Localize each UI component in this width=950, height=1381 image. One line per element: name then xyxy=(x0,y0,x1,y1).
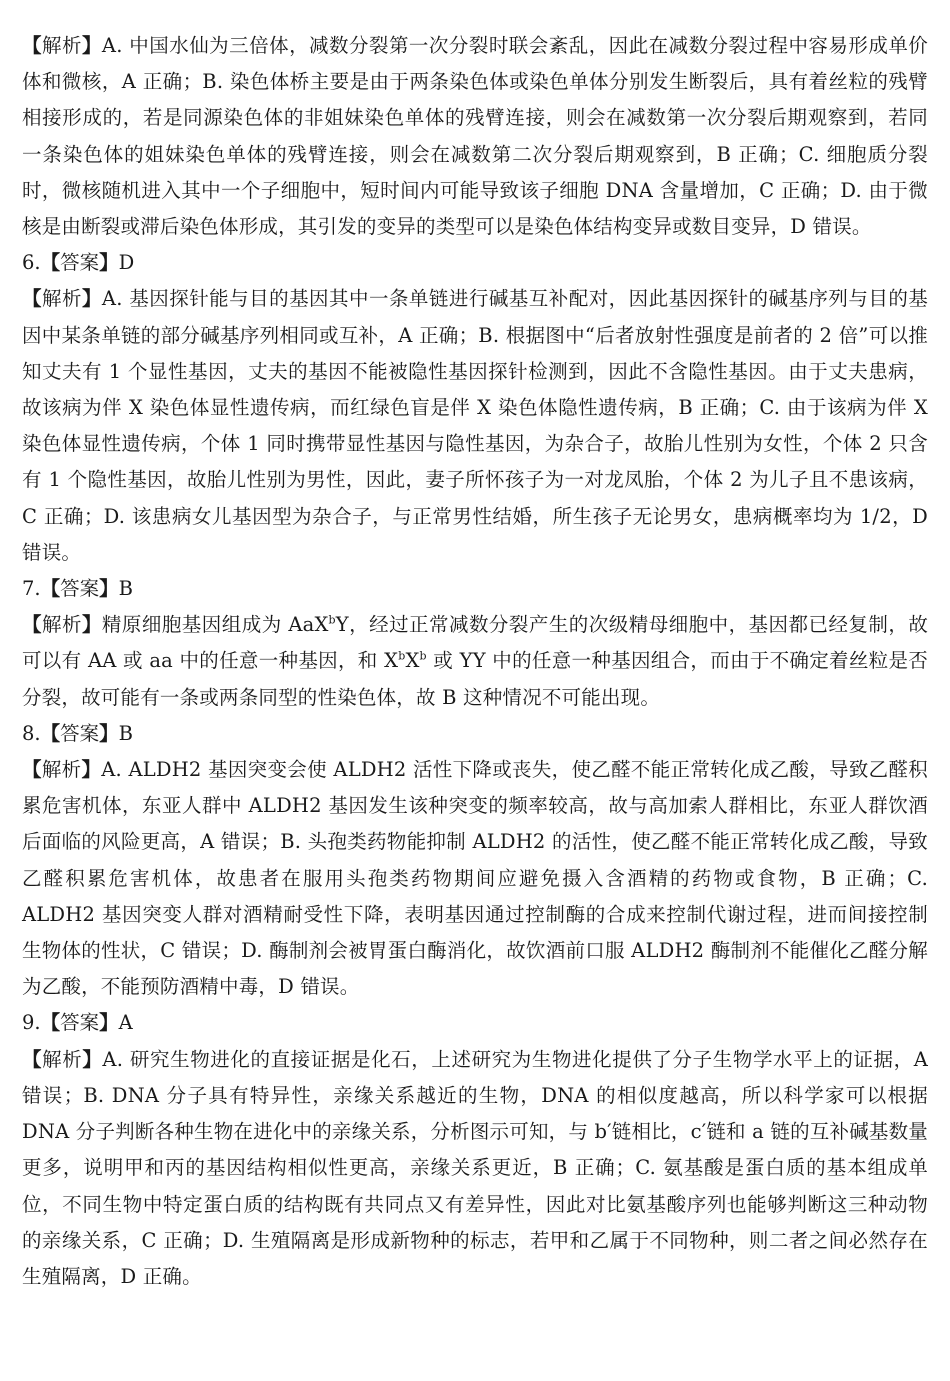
answer-value: B xyxy=(118,721,133,745)
analysis-text: A. 研究生物进化的直接证据是化石，上述研究为生物进化提供了分子生物学水平上的证据，A 错误；B. DNA 分子具有特异性，亲缘关系越近的生物，DNA 的相似度越高，所以科学家可以根据 DNA 分子判断各种生物在进化中的亲缘关系，分析图示可知，与 b′链相比，c′链和 a 链的互补碱基数量更多，说明甲和丙的基因结构相似性更高，亲缘关系更近，B 正确；C. 氨基酸是蛋白质的基本组成单位，不同生物中特定蛋白质的结构既有共同点又有差异性，因此对比氨基酸序列也能够判断这三种动物的亲缘关系，C 正确；D. 生殖隔离是形成新物种的标志，若甲和乙属于不同物种，则二者之间必然存在生殖隔离，D 正确。 xyxy=(22,1047,929,1288)
analysis-label: 解析 xyxy=(42,1047,83,1071)
answer-label: 答案 xyxy=(60,721,100,745)
superscript: b xyxy=(398,649,406,663)
question-number: 9. xyxy=(22,1011,41,1035)
analysis-text: A. 中国水仙为三倍体，减数分裂第一次分裂时联会紊乱，因此在减数分裂过程中容易形成单价体和微核，A 正确；B. 染色体桥主要是由于两条染色体或染色单体分别发生断裂后，具有着丝粒的残臂相接形成的，若是同源染色体的非姐妹染色单体的残臂连接，则会在减数第一次分裂后期观察到，若同一条染色体的姐妹染色单体的残臂连接，则会在减数第二次分裂后期观察到，B 正确；C. 细胞质分裂时，微核随机进入其中一个子细胞中，短时间内可能导致该子细胞 DNA 含量增加，C 正确；D. 由于微核是由断裂或滞后染色体形成，其引发的变异的类型可以是染色体结构变异或数目变异，D 错误。 xyxy=(22,34,928,239)
analysis-label: 解析 xyxy=(41,613,82,637)
analysis-text-part: 精原细胞基因组成为 AaX xyxy=(101,613,329,637)
analysis-text: A. ALDH2 基因突变会使 ALDH2 活性下降或丧失，使乙醛不能正常转化成乙酸，导致乙醛积累危害机体，东亚人群中 ALDH2 基因发生该种突变的频率较高，故与高加索人群相比，东亚人群饮酒后面临的风险更高，A 错误；B. 头孢类药物能抑制 ALDH2 的活性，使乙醛不能正常转化成乙酸，导致乙醛积累危害机体，故患者在服用头孢类药物期间应避免摄入含酒精的药物或食物，B 正确；C. ALDH2 基因突变人群对酒精耐受性下降，表明基因通过控制酶的合成来控制代谢过程，进而间接控制生物体的性状，C 错误；D. 酶制剂会被胃蛋白酶消化，故饮酒前口服 ALDH2 酶制剂不能催化乙醛分解为乙酸，不能预防酒精中毒，D 错误。 xyxy=(22,758,928,999)
answer-line-6: 6.【答案】D xyxy=(22,245,928,281)
analysis-label: 解析 xyxy=(41,34,82,57)
answer-line-7: 7.【答案】B xyxy=(22,571,928,607)
analysis-paragraph: 【解析】精原细胞基因组成为 AaX$^b$Y，经过正常减数分裂产生的次级精母细胞中，基因都已经复制，故可以有 AA 或 aa 中的任意一种基因，和 $X^bX^b$ 或 YY 中的任意一种基因组合，而由于不确定着丝粒是否分裂，故可能有一条或两条同型的性染色体，故 B 这种情况不可能出现。 xyxy=(22,613,929,709)
analysis-paragraph: 【解析】A. 基因探针能与目的基因其中一条单链进行碱基互补配对，因此基因探针的碱基序列与目的基因中某条单链的部分碱基序列相同或互补，A 正确；B. 根据图中“后者放射性强度是前者的 2 倍”可以推知丈夫有 1 个显性基因，丈夫的基因不能被隐性基因探针检测到，因此不含隐性基因。由于丈夫患病，故该病为伴 X 染色体显性遗传病，而红绿色盲是伴 X 染色体隐性遗传病，B 正确；C. 由于该病为伴 X 染色体显性遗传病，个体 1 同时携带显性基因与隐性基因，为杂合子，故胎儿性别为女性，个体 2 只含有 1 个隐性基因，故胎儿性别为男性，因此，妻子所怀孩子为一对龙凤胎，个体 2 为儿子且不患该病，C 正确；D. 该患病女儿基因型为杂合子，与正常男性结婚，所生孩子无论男女，患病概率均为 1/2，D 错误。 xyxy=(22,287,928,564)
question-number: 6. xyxy=(22,251,41,275)
answer-label: 答案 xyxy=(60,251,100,275)
answer-value: D xyxy=(118,251,135,275)
answer-label: 答案 xyxy=(60,577,100,601)
superscript: b xyxy=(419,649,427,663)
answer-value: B xyxy=(118,577,133,601)
analysis-text-part: X xyxy=(405,649,420,673)
answer-label: 答案 xyxy=(60,1011,100,1035)
superscript: b xyxy=(328,613,336,627)
question-number: 8. xyxy=(22,721,41,745)
analysis-paragraph: 【解析】A. ALDH2 基因突变会使 ALDH2 活性下降或丧失，使乙醛不能正常转化成乙酸，导致乙醛积累危害机体，东亚人群中 ALDH2 基因发生该种突变的频率较高，故与高加索人群相比，东亚人群饮酒后面临的风险更高，A 错误；B. 头孢类药物能抑制 ALDH2 的活性，使乙醛不能正常转化成乙酸，导致乙醛积累危害机体，故患者在服用头孢类药物期间应避免摄入含酒精的药物或食物，B 正确；C. ALDH2 基因突变人群对酒精耐受性下降，表明基因通过控制酶的合成来控制代谢过程，进而间接控制生物体的性状，C 错误；D. 酶制剂会被胃蛋白酶消化，故饮酒前口服 ALDH2 酶制剂不能催化乙醛分解为乙酸，不能预防酒精中毒，D 错误。 xyxy=(22,758,928,999)
analysis-paragraph: 【解析】A. 研究生物进化的直接证据是化石，上述研究为生物进化提供了分子生物学水平上的证据，A 错误；B. DNA 分子具有特异性，亲缘关系越近的生物，DNA 的相似度越高，所以科学家可以根据 DNA 分子判断各种生物在进化中的亲缘关系，分析图示可知，与 b′链相比，c′链和 a 链的互补碱基数量更多，说明甲和丙的基因结构相似性更高，亲缘关系更近，B 正确；C. 氨基酸是蛋白质的基本组成单位，不同生物中特定蛋白质的结构既有共同点又有差异性，因此对比氨基酸序列也能够判断这三种动物的亲缘关系，C 正确；D. 生殖隔离是形成新物种的标志，若甲和乙属于不同物种，则二者之间必然存在生殖隔离，D 正确。 xyxy=(22,1047,929,1288)
analysis-label: 解析 xyxy=(41,287,82,311)
analysis-text: A. 基因探针能与目的基因其中一条单链进行碱基互补配对，因此基因探针的碱基序列与目的基因中某条单链的部分碱基序列相同或互补，A 正确；B. 根据图中“后者放射性强度是前者的 2 倍”可以推知丈夫有 1 个显性基因，丈夫的基因不能被隐性基因探针检测到，因此不含隐性基因。由于丈夫患病，故该病为伴 X 染色体显性遗传病，而红绿色盲是伴 X 染色体隐性遗传病，B 正确；C. 由于该病为伴 X 染色体显性遗传病，个体 1 同时携带显性基因与隐性基因，为杂合子，故胎儿性别为女性，个体 2 只含有 1 个隐性基因，故胎儿性别为男性，因此，妻子所怀孩子为一对龙凤胎，个体 2 为儿子且不患该病，C 正确；D. 该患病女儿基因型为杂合子，与正常男性结婚，所生孩子无论男女，患病概率均为 1/2，D 错误。 xyxy=(22,287,928,564)
analysis-text-part: Y，经过正常减数分裂产生的次级精母细胞中，基因都已经复制，故可以有 AA 或 aa 中的任意一种基因，和 X xyxy=(22,613,929,673)
analysis-paragraph: 【解析】A. 中国水仙为三倍体，减数分裂第一次分裂时联会紊乱，因此在减数分裂过程中容易形成单价体和微核，A 正确；B. 染色体桥主要是由于两条染色体或染色单体分别发生断裂后，具有着丝粒的残臂相接形成的，若是同源染色体的非姐妹染色单体的残臂连接，则会在减数第一次分裂后期观察到，若同一条染色体的姐妹染色单体的残臂连接，则会在减数第二次分裂后期观察到，B 正确；C. 细胞质分裂时，微核随机进入其中一个子细胞中，短时间内可能导致该子细胞 DNA 含量增加，C 正确；D. 由于微核是由断裂或滞后染色体形成，其引发的变异的类型可以是染色体结构变异或数目变异，D 错误。 xyxy=(22,34,928,239)
answer-value: A xyxy=(118,1011,133,1035)
answer-line-8: 8.【答案】B xyxy=(22,716,928,752)
answer-line-9: 9.【答案】A xyxy=(22,1005,928,1041)
question-number: 7. xyxy=(22,577,41,601)
analysis-label: 解析 xyxy=(41,758,82,782)
analysis-text-part: 或 YY 中的任意一种基因组合，而由于不确定着丝粒是否分裂，故可能有一条或两条同型的性染色体，故 B 这种情况不可能出现。 xyxy=(22,649,928,709)
